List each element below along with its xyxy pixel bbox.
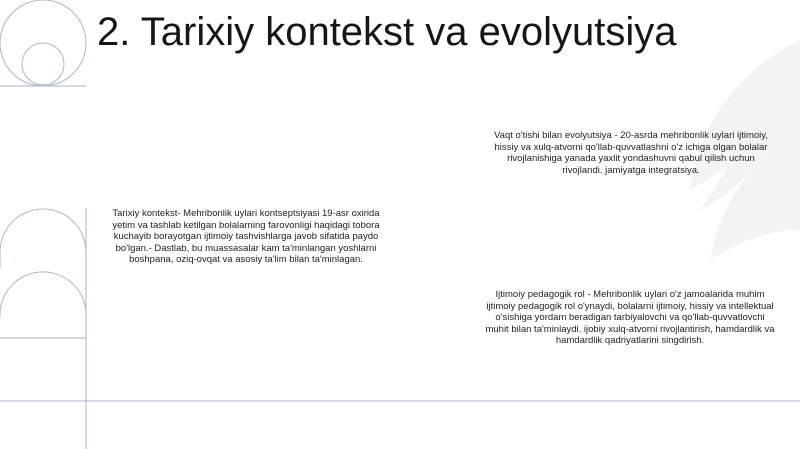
text-block-tarixiy-kontekst: Tarixiy kontekst- Mehribonlik uylari kontseptsiyasi 19-asr oxirida yetim va tashlab ketilgan bolalarning farovonligi haqidagi tobora kuchayib borayotgan ijtimoiy tashvishlarga javob sifatida paydo bo'lgan.- Dastlab, bu muassasalar kam ta'minlangan yoshlarni boshpana, oziq-ovqat va asosiy ta'lim bilan ta'minlagan.	[112, 208, 380, 266]
text-block-pedagogik-rol: Ijtimoiy pedagogik rol - Mehribonlik uylari o'z jamoalarida muhim ijtimoiy pedagogik rol o'ynaydi, bolalarni ijtimoiy, hissiy va intellektual o'sishiga yordam beradigan tarbiyalovchi va qo'llab-quvvatlovchi muhit bilan ta'minlaydi. ijobiy xulq-atvorni rivojlantirish, hamdardlik va hamdardlik qadriyatlarini singdirish.	[485, 289, 775, 347]
deco-arch-upper	[0, 209, 86, 268]
deco-arch-lower	[0, 272, 86, 318]
deco-circle-large	[0, 0, 86, 86]
text-block-evolyutsiya: Vaqt o'tishi bilan evolyutsiya - 20-asrda mehribonlik uylari ijtimoiy, hissiy va xulq-atvorni qo'llab-quvvatlashni o'z ichiga olgan bolalar rivojlanishiga yanada yaxlit yondashuvni qabul qilish uchun rivojlandi. jamiyatga integratsiya.	[494, 130, 768, 176]
deco-circle-small	[22, 43, 64, 85]
slide-title: 2. Tarixiy kontekst va evolyutsiya	[97, 10, 677, 54]
